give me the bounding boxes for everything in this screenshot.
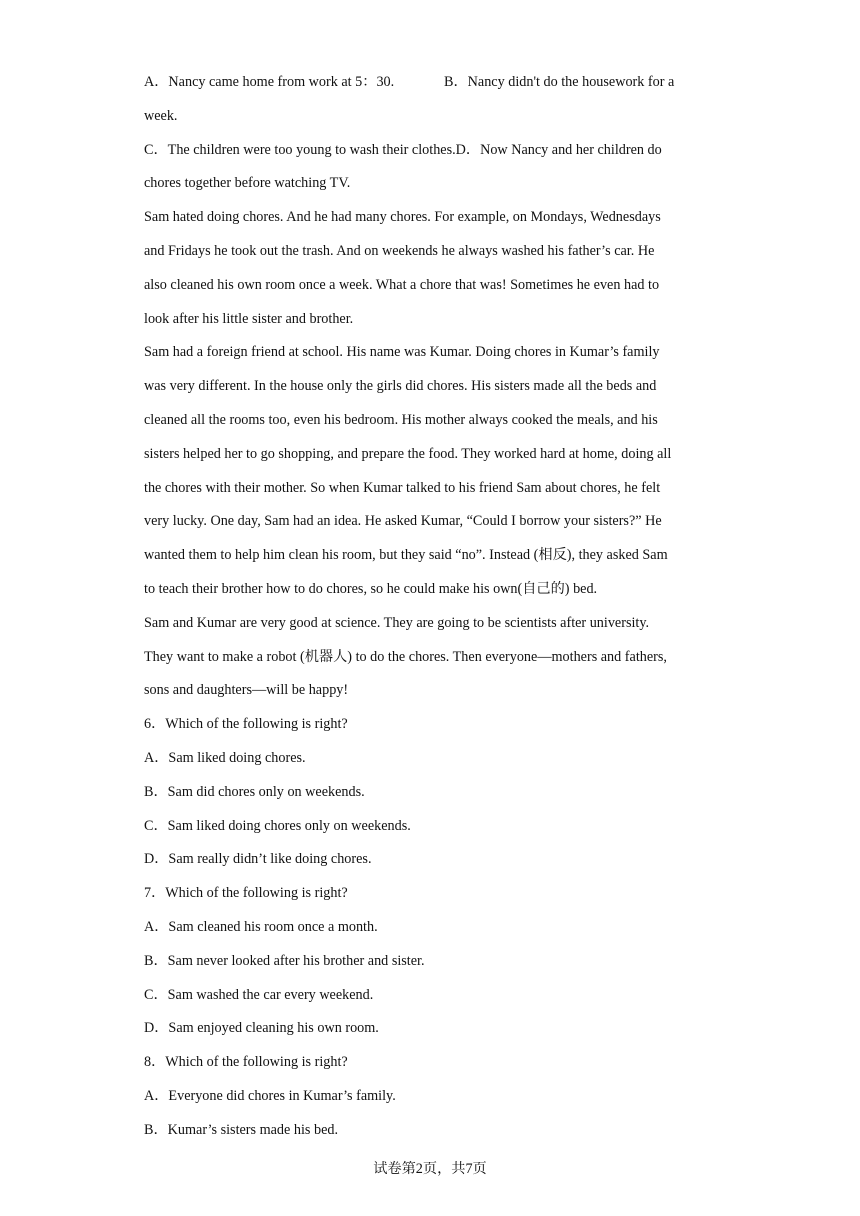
passage-paragraph-2	[144, 336, 719, 606]
answer-option-a: A．Everyone did chores in Kumar’s family.	[144, 1087, 396, 1104]
question-8	[144, 1046, 719, 1147]
passage-line: and Fridays he took out the trash. And on weekends he always washed his father’s car. He	[144, 242, 655, 259]
top-option-cd: C．The children were too young to wash their clothes.D．Now Nancy and her children do	[144, 141, 662, 158]
question-stem: 7．Which of the following is right?	[144, 885, 348, 902]
passage-line: Sam had a foreign friend at school. His name was Kumar. Doing chores in Kumar’s family	[144, 344, 660, 361]
passage-line: look after his little sister and brother.	[144, 310, 354, 327]
question-6	[144, 708, 719, 877]
answer-option-a: A．Sam cleaned his room once a month.	[144, 918, 378, 935]
top-option-b-continued: week.	[144, 107, 178, 124]
question-stem: 8．Which of the following is right?	[144, 1054, 348, 1071]
answer-option-c: C．Sam liked doing chores only on weekends.	[144, 817, 411, 834]
passage-line: Sam and Kumar are very good at science. They are going to be scientists after university.	[144, 614, 650, 631]
answer-option-a: A．Sam liked doing chores.	[144, 749, 306, 766]
passage-line: was very different. In the house only the girls did chores. His sisters made all the beds and	[144, 378, 657, 395]
top-option-a: A．Nancy came home from work at 5：30.	[144, 74, 395, 90]
passage-line: cleaned all the rooms too, even his bedroom. His mother always cooked the meals, and his	[144, 411, 658, 428]
passage-line: Sam hated doing chores. And he had many chores. For example, on Mondays, Wednesdays	[144, 209, 661, 226]
passage-line: sons and daughters—will be happy!	[144, 682, 349, 699]
answer-option-d: D．Sam really didn’t like doing chores.	[144, 851, 372, 868]
top-question-options-ab	[144, 66, 719, 100]
answer-option-b: B．Kumar’s sisters made his bed.	[144, 1121, 339, 1138]
answer-option-b: B．Sam did chores only on weekends.	[144, 783, 365, 800]
page-footer	[0, 1159, 860, 1179]
top-option-b: B．Nancy didn't do the housework for a	[444, 74, 675, 90]
answer-option-b: B．Sam never looked after his brother and sister.	[144, 952, 425, 969]
passage-paragraph-1	[144, 201, 719, 336]
page-content	[144, 66, 719, 1148]
reading-passage	[144, 201, 719, 708]
passage-line: also cleaned his own room once a week. What a chore that was! Sometimes he even had to	[144, 276, 660, 293]
answer-option-d: D．Sam enjoyed cleaning his own room.	[144, 1020, 379, 1037]
top-option-d-continued: chores together before watching TV.	[144, 175, 351, 192]
question-stem: 6．Which of the following is right?	[144, 716, 348, 733]
passage-line: wanted them to help him clean his room, but they said “no”. Instead (相反), they asked Sam	[144, 547, 668, 564]
question-7	[144, 877, 719, 1046]
passage-line: to teach their brother how to do chores, so he could make his own(自己的) bed.	[144, 580, 598, 597]
passage-paragraph-3	[144, 607, 719, 708]
answer-option-c: C．Sam washed the car every weekend.	[144, 986, 374, 1003]
passage-line: the chores with their mother. So when Kumar talked to his friend Sam about chores, he felt	[144, 479, 661, 496]
passage-line: They want to make a robot (机器人) to do the chores. Then everyone—mothers and fathers,	[144, 648, 667, 665]
passage-line: very lucky. One day, Sam had an idea. He asked Kumar, “Could I borrow your sisters?” He	[144, 513, 662, 530]
page-number-label: 试卷第2页，共7页	[373, 1161, 487, 1177]
passage-line: sisters helped her to go shopping, and prepare the food. They worked hard at home, doing all	[144, 445, 672, 462]
